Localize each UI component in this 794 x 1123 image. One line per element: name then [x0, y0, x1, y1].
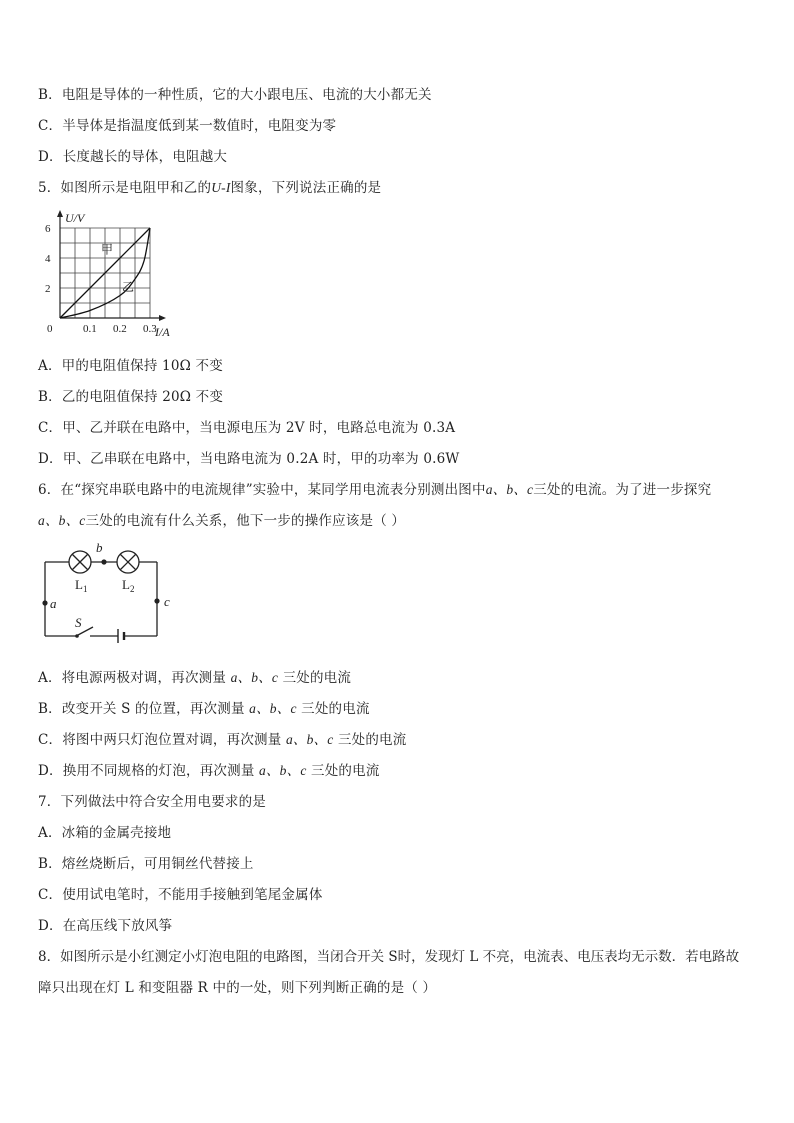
y-tick-label: 6 [45, 223, 51, 235]
point-c-dot [154, 598, 159, 603]
q5-stem [38, 176, 381, 196]
point-a-dot [42, 600, 47, 605]
x-axis-label: I/A [155, 325, 170, 339]
q7-option-c: C．使用试电笔时，不能用手接触到笔尾金属体 [38, 887, 323, 903]
q5-stem-pre: 5．如图所示是电阻甲和乙的 [38, 180, 212, 196]
q5-option-a: A．甲的电阻值保持 10Ω 不变 [38, 358, 223, 374]
q8-stem-line2: 障只出现在灯 L 和变阻器 R 中的一处，则下列判断正确的是（ ） [38, 980, 437, 996]
q5-stem-post: 图象，下列说法正确的是 [230, 180, 382, 196]
q5-option-b: B．乙的电阻值保持 20Ω 不变 [38, 389, 224, 405]
series-label-jia: 甲 [101, 242, 114, 257]
q6-option-a: A．将电源两极对调，再次测量 a、b、c 三处的电流 [38, 670, 352, 686]
graph-labels [45, 211, 170, 339]
q6-stem-line1 [38, 478, 711, 498]
y-axis-arrow [57, 210, 63, 217]
x-tick-label: 0.3 [143, 323, 157, 335]
q4-option-c: C．半导体是指温度低到某一数值时，电阻变为零 [38, 118, 337, 134]
y-axis-label: U/V [65, 211, 85, 225]
q4-option-b: B．电阻是导体的一种性质，它的大小跟电压、电流的大小都无关 [38, 87, 432, 103]
label-s: S [75, 615, 82, 630]
q6-option-b: B．改变开关 S 的位置，再次测量 a、b、c 三处的电流 [38, 701, 370, 717]
x-axis-arrow [159, 315, 166, 321]
q7-option-d: D．在高压线下放风筝 [38, 918, 173, 934]
label-a: a [50, 596, 57, 611]
series-circuit-diagram [38, 540, 188, 648]
x-tick-label: 0.1 [83, 323, 97, 335]
q6-option-c: C．将图中两只灯泡位置对调，再次测量 a、b、c 三处的电流 [38, 732, 407, 748]
q5-option-d: D．甲、乙串联在电路中，当电路电流为 0.2A 时，甲的功率为 0.6W [38, 451, 460, 467]
q6-abc-1: a、b、c [485, 482, 534, 497]
q4-option-d: D．长度越长的导体，电阻越大 [38, 149, 228, 165]
x-tick-label: 0.2 [113, 323, 127, 335]
label-l1: $L_1$ [75, 577, 88, 594]
point-b-dot [101, 559, 106, 564]
series-label-yi: 乙 [122, 280, 135, 294]
q8-stem-line1: 8．如图所示是小红测定小灯泡电阻的电路图，当闭合开关 S时，发现灯 L 不亮，电流表、电压表均无示数．若电路故 [38, 949, 740, 965]
label-c: c [164, 594, 170, 609]
q6-stem2-post: 三处的电流有什么关系，他下一步的操作应该是（ ） [85, 513, 406, 529]
q6-option-d: D．换用不同规格的灯泡，再次测量 a、b、c 三处的电流 [38, 763, 380, 779]
q7-option-b: B．熔丝烧断后，可用铜丝代替接上 [38, 856, 254, 872]
y-tick-label: 4 [45, 253, 51, 265]
label-b: b [96, 540, 103, 555]
switch-pivot [75, 634, 79, 638]
q5-stem-ui: U-I [211, 180, 231, 195]
q7-option-a: A．冰箱的金属壳接地 [38, 825, 172, 841]
q7-stem: 7．下列做法中符合安全用电要求的是 [38, 794, 266, 810]
label-l2: $L_2$ [122, 577, 135, 594]
q6-abc-2: a、b、c [38, 513, 86, 528]
q6-stem-line2 [38, 509, 405, 529]
q6-stem1-post: 三处的电流。为了进一步探究 [533, 482, 712, 498]
origin-label: 0 [47, 323, 53, 335]
q5-option-c: C．甲、乙并联在电路中，当电源电压为 2V 时，电路总电流为 0.3A [38, 420, 456, 436]
ui-graph [38, 206, 178, 340]
y-tick-label: 2 [45, 283, 51, 295]
q6-stem1-pre: 6．在“探究串联电路中的电流规律”实验中，某同学用电流表分别测出图中 [38, 482, 486, 498]
